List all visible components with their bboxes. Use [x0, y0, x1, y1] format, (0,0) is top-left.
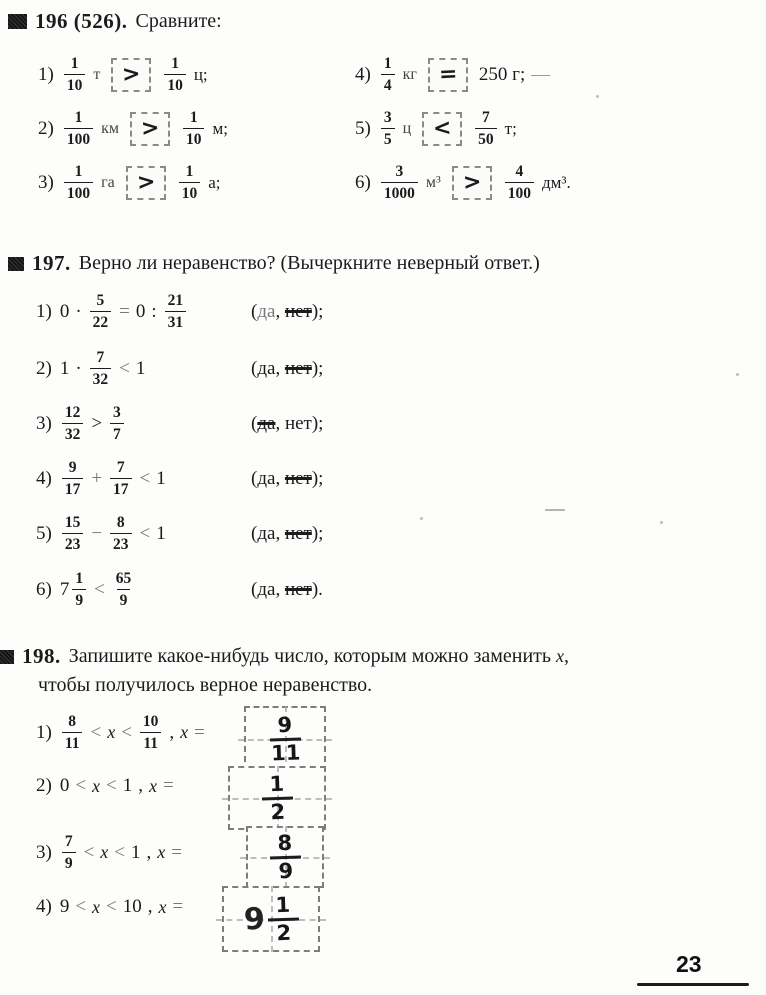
ex198-title-line2: чтобы получилось верное неравенство.	[38, 674, 373, 696]
yes-no-answer[interactable]: (да, нет).	[251, 578, 323, 600]
page-number-underline	[637, 983, 749, 986]
fraction	[381, 110, 395, 147]
relation-sign: <	[139, 467, 151, 489]
handwritten-sign: >	[121, 61, 142, 87]
ex197-item-6	[36, 571, 736, 608]
numerator: 1	[189, 109, 198, 126]
comma: ,	[169, 721, 175, 743]
numerator: 1	[75, 570, 84, 587]
whole-number: 9	[242, 900, 266, 938]
numerator: 7	[482, 109, 490, 126]
fraction	[179, 164, 201, 201]
item-label: 4)	[36, 467, 52, 489]
comparison-answer-box[interactable]	[126, 166, 166, 200]
numerator: 1	[185, 163, 194, 180]
ex196-title: Сравните:	[135, 10, 222, 32]
denominator: 32	[90, 368, 112, 387]
numerator: 5	[96, 292, 105, 309]
fraction	[62, 460, 84, 497]
answer-box[interactable]	[246, 826, 324, 888]
denominator: 100	[505, 182, 534, 201]
handwritten-sign: >	[140, 115, 160, 141]
ex198-item-2	[36, 775, 174, 797]
comparison-answer-box[interactable]	[452, 166, 492, 200]
numerator: 9	[269, 714, 301, 741]
comma: ,	[146, 841, 152, 863]
variable-x: x	[149, 775, 158, 796]
numerator: 21	[167, 292, 184, 309]
handwritten-answer	[242, 892, 299, 945]
equals-sign: =	[171, 841, 182, 863]
relation-sign: >	[91, 412, 103, 434]
scan-speck	[596, 95, 599, 98]
operand: 0	[135, 300, 146, 322]
item-label: 5)	[36, 522, 52, 544]
fraction	[62, 515, 84, 552]
numerator: 65	[115, 570, 132, 587]
ex197-number: 197.	[32, 251, 71, 275]
fraction	[64, 56, 86, 93]
struck-word: нет	[284, 300, 312, 322]
equals-sign: =	[163, 775, 174, 796]
ex196-item-6	[355, 164, 571, 201]
handwritten-sign: >	[135, 169, 156, 195]
fraction	[62, 714, 83, 751]
scan-speck	[736, 373, 739, 376]
ex198-title-line2-wrap	[38, 674, 372, 697]
variable-x: x	[107, 722, 116, 742]
equals-sign: =	[194, 721, 205, 743]
scan-speck	[660, 521, 663, 524]
operand: 10	[122, 896, 142, 917]
unit-label: а;	[208, 172, 221, 192]
item-label: 6)	[36, 578, 52, 600]
denominator: 50	[475, 128, 497, 147]
denominator: 5	[381, 128, 395, 147]
multiply-sign: ·	[75, 357, 82, 379]
item-label: 4)	[355, 63, 371, 85]
unit-label: ц;	[193, 64, 208, 84]
numerator: 1	[171, 55, 179, 72]
handwritten-answer	[269, 832, 301, 882]
numerator: 7	[116, 459, 125, 476]
variable-x: x	[100, 842, 109, 862]
less-than-sign: <	[83, 841, 95, 863]
operand: 1	[135, 357, 146, 379]
denominator: 23	[110, 533, 132, 552]
ex197-item-1	[36, 293, 736, 330]
denominator: 9	[117, 589, 131, 608]
ex196-item-1	[38, 56, 208, 93]
struck-word: нет	[284, 467, 312, 489]
numerator: 8	[68, 713, 77, 730]
fraction	[64, 110, 93, 147]
operand: 1	[131, 841, 141, 863]
item-label: 3)	[36, 412, 52, 434]
handwritten-sign: =	[438, 61, 458, 87]
unit-label: м;	[212, 118, 228, 138]
unit-label: кг	[402, 65, 417, 83]
denominator: 9	[72, 589, 86, 608]
item-label: 2)	[36, 775, 52, 796]
numerator: 12	[64, 404, 81, 421]
operand: 1	[59, 357, 70, 379]
item-label: 2)	[38, 117, 54, 139]
square-bullet-icon	[0, 650, 14, 664]
less-than-sign: <	[90, 721, 102, 743]
fraction	[113, 571, 135, 608]
struck-word: нет	[284, 578, 312, 600]
denominator: 10	[164, 74, 186, 93]
denominator: 10	[64, 74, 86, 93]
less-than-sign: <	[75, 775, 87, 796]
less-than-sign: <	[106, 896, 117, 917]
fraction	[72, 571, 86, 608]
denominator: 100	[64, 182, 93, 201]
ex198-item-3	[36, 834, 182, 871]
item-label: 4)	[36, 896, 52, 917]
denominator: 11	[270, 739, 301, 765]
equals-sign: =	[172, 896, 184, 917]
item-label: 1)	[36, 300, 52, 322]
fraction	[110, 460, 132, 497]
value-text: 250 г;	[478, 63, 526, 85]
answer-box[interactable]	[228, 766, 326, 830]
numerator: 8	[116, 514, 125, 531]
operand: 9	[59, 896, 70, 917]
struck-word: нет	[284, 522, 312, 544]
comparison-answer-box[interactable]	[130, 112, 170, 146]
handwritten-answer	[269, 714, 301, 764]
relation-sign: <	[94, 578, 105, 600]
operand: 1	[156, 522, 166, 544]
numerator: 3	[113, 404, 121, 421]
denominator: 7	[110, 423, 124, 442]
variable-x: x	[158, 896, 167, 917]
ex198-title-line1: Запишите какое-нибудь число, которым можно заменить x,	[68, 645, 570, 667]
less-than-sign: <	[121, 721, 132, 743]
numerator: 1	[261, 773, 293, 800]
fraction	[110, 405, 124, 442]
item-label: 6)	[355, 171, 371, 193]
comparison-answer-box[interactable]	[422, 112, 462, 146]
fraction	[164, 56, 186, 93]
page-number: 23	[676, 951, 702, 977]
ex197-header	[8, 251, 540, 276]
comma: ,	[138, 775, 144, 796]
fraction	[90, 293, 112, 330]
less-than-sign: <	[75, 896, 87, 917]
unit-label: ц	[402, 119, 412, 137]
numerator: 1	[74, 163, 83, 180]
denominator: 10	[183, 128, 205, 147]
comparison-answer-box[interactable]	[428, 58, 468, 92]
ex198-item-1	[36, 714, 205, 751]
operand: 0	[59, 775, 70, 796]
ex198-item-4	[36, 896, 183, 918]
yes-no-answer[interactable]: (да, нет);	[251, 300, 324, 322]
ex196-number: 196 (526).	[35, 9, 128, 33]
numerator: 9	[68, 459, 77, 476]
denominator: 4	[381, 74, 395, 93]
fraction	[64, 164, 93, 201]
handwritten-sign: <	[432, 115, 452, 141]
operand: 0	[59, 300, 70, 322]
numerator: 7	[64, 833, 73, 850]
square-bullet-icon	[8, 14, 27, 29]
ex198-header	[0, 644, 569, 669]
square-bullet-icon	[8, 257, 24, 271]
yes-no-answer[interactable]: (да, нет);	[251, 357, 324, 379]
numerator: 7	[96, 349, 105, 366]
yes-no-answer[interactable]: (да, нет);	[251, 412, 324, 434]
numerator: 8	[269, 832, 301, 859]
denominator: 9	[277, 858, 294, 883]
denominator: 23	[62, 533, 84, 552]
unit-label: га	[101, 173, 115, 191]
numerator: 15	[64, 514, 81, 531]
operand: 1	[122, 775, 133, 796]
handwritten-sign: >	[461, 169, 482, 195]
scan-speck	[420, 517, 423, 520]
denominator: 1000	[381, 182, 418, 201]
answer-box[interactable]	[222, 886, 320, 952]
ex196-item-4	[355, 56, 550, 93]
multiply-sign: ·	[75, 300, 82, 322]
denominator: 17	[62, 478, 84, 497]
relation-sign: <	[119, 357, 130, 379]
variable-x: x	[556, 646, 565, 666]
scan-artifact	[545, 509, 565, 511]
unit-label: м³	[425, 173, 441, 191]
unit-label: км	[101, 119, 119, 137]
variable-x: x	[180, 722, 189, 742]
stray-dash: —	[531, 63, 551, 85]
fraction	[505, 164, 534, 201]
item-label: 3)	[36, 841, 52, 863]
numerator: 10	[142, 713, 159, 730]
ex197-item-2	[36, 350, 736, 387]
fraction	[381, 164, 418, 201]
unit-label: дм³.	[542, 172, 571, 192]
denominator: 100	[64, 128, 93, 147]
numerator: 1	[383, 55, 392, 72]
handwritten-answer	[261, 773, 293, 823]
yes-no-answer[interactable]: (да, нет);	[251, 467, 324, 489]
unit-label: т;	[504, 118, 517, 138]
unit-label: т	[93, 65, 101, 83]
less-than-sign: <	[114, 841, 126, 863]
ex198-number: 198.	[22, 644, 61, 668]
fraction	[90, 350, 112, 387]
denominator: 2	[275, 920, 292, 945]
whole-number: 7	[59, 578, 70, 600]
fraction	[62, 405, 84, 442]
denominator: 31	[165, 311, 187, 330]
fraction	[183, 110, 205, 147]
numerator: 1	[267, 894, 299, 921]
ex196-item-3	[38, 164, 221, 201]
variable-x: x	[92, 896, 101, 917]
variable-x: x	[92, 775, 101, 796]
plus-sign: +	[91, 467, 103, 489]
denominator: 22	[90, 311, 112, 330]
denominator: 10	[179, 182, 201, 201]
less-than-sign: <	[106, 775, 117, 796]
item-label: 1)	[36, 721, 52, 743]
variable-x: x	[157, 842, 166, 862]
numerator: 3	[395, 163, 404, 180]
fraction	[140, 714, 162, 751]
answer-box[interactable]	[244, 706, 326, 772]
ex196-item-2	[38, 110, 228, 147]
numerator: 1	[74, 109, 83, 126]
operand: 1	[156, 467, 166, 489]
denominator: 2	[269, 799, 286, 824]
struck-word: нет	[284, 357, 312, 379]
numerator: 3	[383, 109, 392, 126]
item-label: 3)	[38, 171, 54, 193]
divide-sign: :	[151, 300, 157, 322]
fraction	[475, 110, 497, 147]
numerator: 1	[70, 55, 79, 72]
denominator: 9	[62, 852, 76, 871]
ex197-item-3	[36, 405, 736, 442]
minus-sign: −	[91, 522, 103, 544]
ex197-item-4	[36, 460, 736, 497]
item-label: 2)	[36, 357, 52, 379]
denominator: 32	[62, 423, 84, 442]
numerator: 4	[515, 163, 524, 180]
denominator: 11	[140, 732, 161, 751]
denominator: 17	[110, 478, 132, 497]
yes-no-answer[interactable]: (да, нет);	[251, 522, 324, 544]
relation-sign: <	[139, 522, 151, 544]
denominator: 11	[62, 732, 83, 751]
comma: ,	[147, 896, 153, 917]
fraction	[381, 56, 395, 93]
relation-sign: =	[119, 300, 130, 322]
fraction	[165, 293, 187, 330]
ex197-title: Верно ли неравенство? (Вычеркните неверный ответ.)	[78, 252, 540, 274]
struck-word: да	[257, 412, 276, 434]
comparison-answer-box[interactable]	[111, 58, 151, 92]
ex197-item-5	[36, 515, 736, 552]
item-label: 1)	[38, 63, 54, 85]
ex196-header	[8, 9, 222, 34]
fraction	[110, 515, 132, 552]
item-label: 5)	[355, 117, 371, 139]
fraction	[62, 834, 76, 871]
ex196-item-5	[355, 110, 517, 147]
